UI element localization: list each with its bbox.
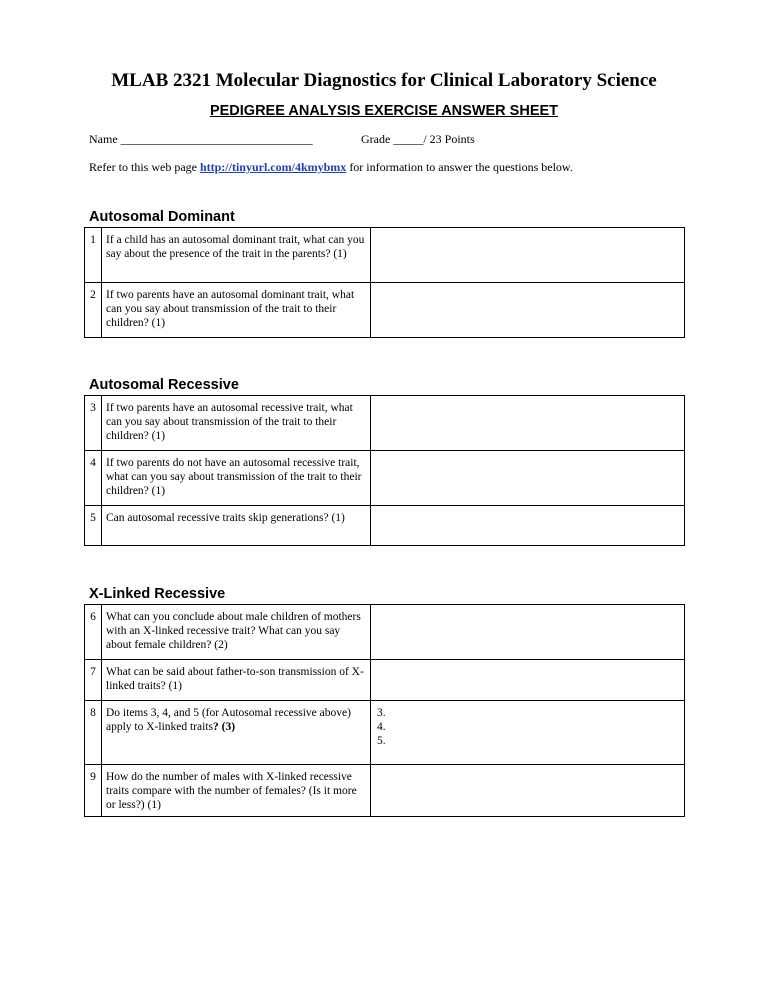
section-title-autosomal-recessive: Autosomal Recessive (89, 377, 239, 393)
table-row (85, 283, 685, 338)
answer-cell[interactable] (371, 283, 685, 338)
question-number: 6 (85, 605, 102, 660)
autosomal-dominant-table (84, 227, 685, 338)
table-row (85, 765, 685, 817)
reference-link[interactable]: http://tinyurl.com/4kmybmx (199, 160, 347, 174)
question-number: 4 (85, 451, 102, 506)
answer-cell[interactable] (371, 605, 685, 660)
answer-cell[interactable] (371, 660, 685, 701)
question-number: 8 (85, 701, 102, 765)
reference-line (89, 160, 573, 175)
question-number: 7 (85, 660, 102, 701)
question-text: If two parents do not have an autosomal recessive trait, what can you say about transmission of the trait to their children? (1) (102, 451, 371, 506)
answer-cell[interactable] (371, 228, 685, 283)
answer-cell[interactable] (371, 701, 685, 765)
question-text: What can be said about father-to-son transmission of X-linked traits? (1) (102, 660, 371, 701)
question-text: If a child has an autosomal dominant trait, what can you say about the presence of the trait in the parents? (1) (102, 228, 371, 283)
answer-line-3: 3. (377, 707, 386, 719)
table-row (85, 506, 685, 546)
question-number: 1 (85, 228, 102, 283)
grade-field-label: Grade _____/ 23 Points (361, 132, 475, 146)
table-row (85, 451, 685, 506)
answer-cell[interactable] (371, 506, 685, 546)
name-field-label: Name ________________________________ (89, 132, 313, 146)
question-text: What can you conclude about male children of mothers with an X-linked recessive trait? What can you say about female children? (2) (102, 605, 371, 660)
table-row (85, 660, 685, 701)
autosomal-recessive-table (84, 395, 685, 546)
answer-cell[interactable] (371, 765, 685, 817)
question-number: 3 (85, 396, 102, 451)
answer-cell[interactable] (371, 451, 685, 506)
page-title: MLAB 2321 Molecular Diagnostics for Clinical Laboratory Science (111, 70, 657, 91)
question-text: Can autosomal recessive traits skip generations? (1) (102, 506, 371, 546)
section-title-x-linked-recessive: X-Linked Recessive (89, 586, 226, 602)
question-text: If two parents have an autosomal dominant trait, what can you say about transmission of the trait to their children? (1) (102, 283, 371, 338)
table-row (85, 228, 685, 283)
x-linked-recessive-table (84, 604, 685, 817)
reference-suffix: for information to answer the questions below. (349, 160, 573, 174)
table-row (85, 605, 685, 660)
question-text: If two parents have an autosomal recessive trait, what can you say about transmission of the trait to their children? (1) (102, 396, 371, 451)
question-number: 9 (85, 765, 102, 817)
answer-line-5: 5. (377, 735, 386, 747)
question-number: 5 (85, 506, 102, 546)
answer-line-4: 4. (377, 721, 386, 733)
section-title-autosomal-dominant: Autosomal Dominant (89, 209, 235, 225)
reference-prefix: Refer to this web page (89, 160, 197, 174)
question-text (102, 701, 371, 765)
page-subtitle: PEDIGREE ANALYSIS EXERCISE ANSWER SHEET (209, 103, 559, 119)
question-text-main: Do items 3, 4, and 5 (for Autosomal recessive above) apply to X-linked traits (106, 707, 351, 733)
question-text: How do the number of males with X-linked recessive traits compare with the number of females? (Is it more or less?) (1) (102, 765, 371, 817)
table-row (85, 701, 685, 765)
table-row (85, 396, 685, 451)
answer-cell[interactable] (371, 396, 685, 451)
question-number: 2 (85, 283, 102, 338)
question-text-points: ? (3) (213, 721, 236, 733)
